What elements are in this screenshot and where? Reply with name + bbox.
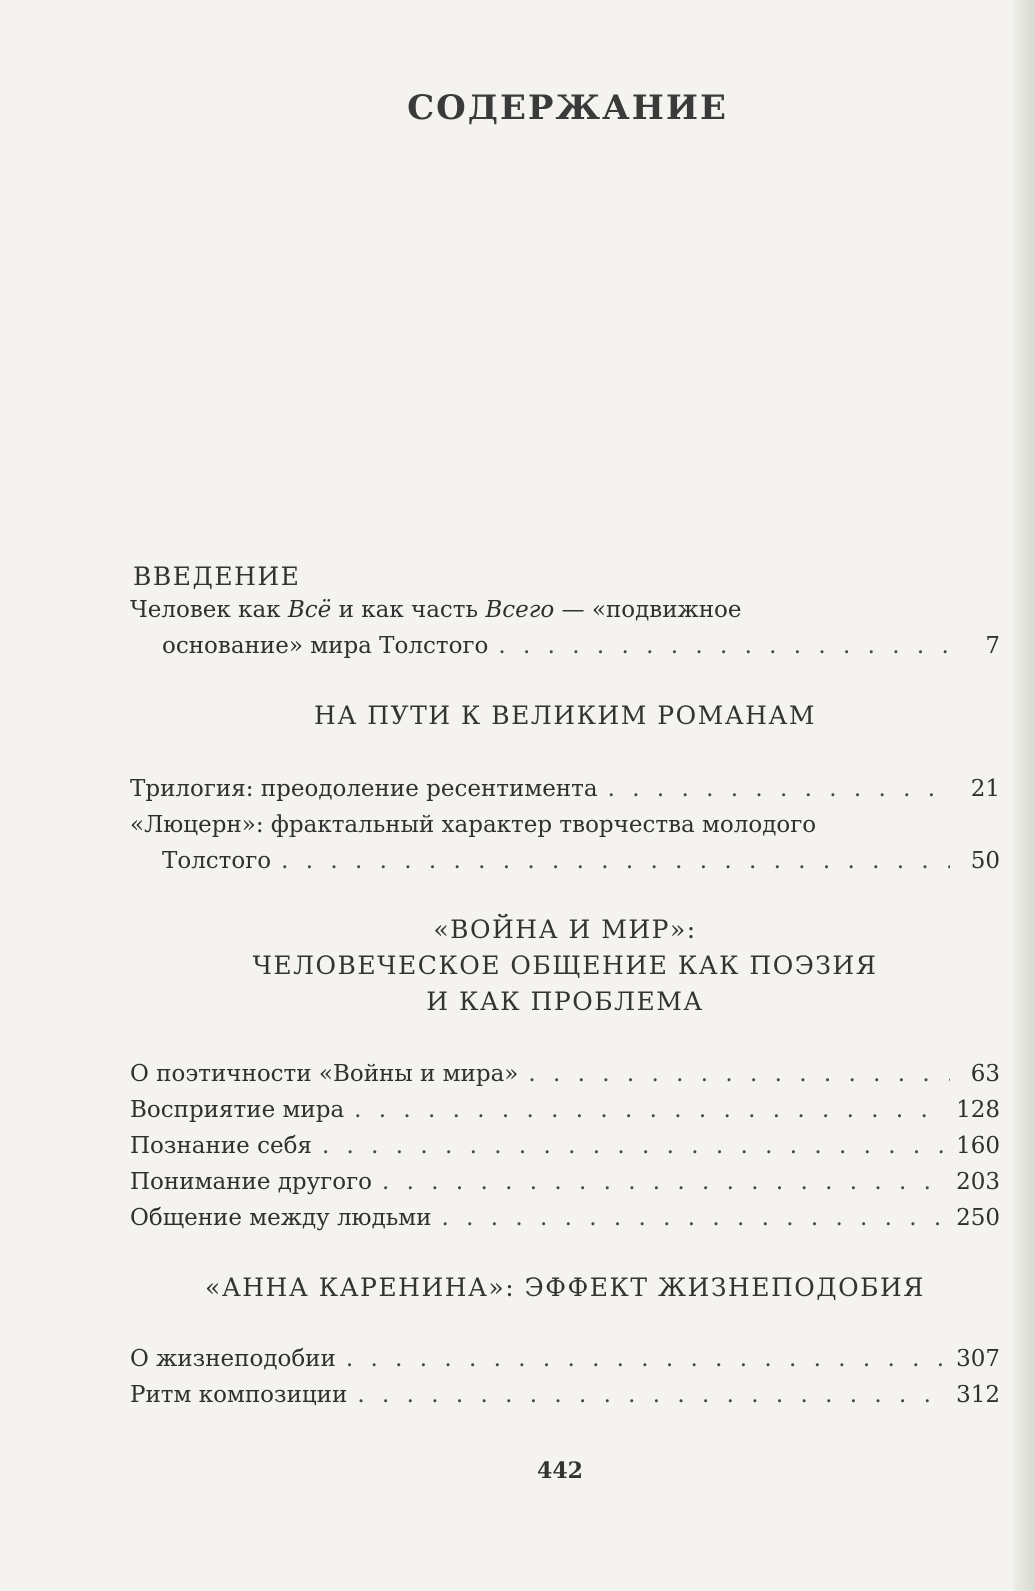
leader-dots	[322, 1128, 946, 1164]
toc-entry-page: 7	[985, 633, 1000, 659]
toc-entry[interactable]	[130, 1164, 1000, 1200]
toc-entry-page: 203	[956, 1169, 1000, 1195]
toc-entry[interactable]	[130, 1200, 1000, 1236]
toc-entry[interactable]	[130, 771, 1000, 807]
toc-entry-title: Толстого	[162, 848, 272, 874]
leader-dots	[357, 1377, 946, 1413]
toc-entry[interactable]	[130, 1377, 1000, 1413]
page-title: СОДЕРЖАНИЕ	[407, 88, 728, 128]
section-heading-line: И КАК ПРОБЛЕМА	[426, 987, 704, 1016]
toc-entry-title: Ритм композиции	[130, 1382, 348, 1408]
toc-entry-line1: Человек как Всё и как часть Всего — «подвижное	[130, 597, 742, 623]
toc-entry-title: Восприятие мира	[130, 1097, 345, 1123]
toc-entry-page: 21	[970, 776, 1000, 802]
section-heading-anna-karenina	[130, 1270, 1000, 1306]
section-heading-line: «АННА КАРЕНИНА»: ЭФФЕКТ ЖИЗНЕПОДОБИЯ	[205, 1273, 925, 1302]
intro-heading: ВВЕДЕНИЕ	[133, 562, 301, 591]
section-heading-line: ЧЕЛОВЕЧЕСКОЕ ОБЩЕНИЕ КАК ПОЭЗИЯ	[252, 951, 878, 980]
toc-entry-title: основание» мира Толстого	[162, 633, 489, 659]
toc-entry-title: Трилогия: преодоление ресентимента	[130, 776, 598, 802]
toc-entry-page: 63	[970, 1061, 1000, 1087]
toc-entry[interactable]	[130, 807, 1000, 879]
leader-dots	[441, 1200, 946, 1236]
toc-entry-intro[interactable]	[130, 592, 1000, 664]
leader-dots	[608, 771, 950, 807]
toc-entry-title: Познание себя	[130, 1133, 312, 1159]
toc-entry-page: 312	[956, 1382, 1000, 1408]
toc-entry[interactable]	[130, 1128, 1000, 1164]
toc-entry-page: 307	[956, 1346, 1000, 1372]
toc-entry[interactable]	[130, 1341, 1000, 1377]
leader-dots	[382, 1164, 946, 1200]
toc-entry-page: 250	[956, 1205, 1000, 1231]
leader-dots	[354, 1092, 946, 1128]
leader-dots	[281, 843, 950, 879]
toc-entry-page: 128	[956, 1097, 1000, 1123]
page-number: 442	[537, 1458, 583, 1484]
toc-entry-line1: «Люцерн»: фрактальный характер творчества молодого	[130, 812, 817, 838]
section-heading-novels-path	[130, 698, 1000, 734]
leader-dots	[346, 1341, 946, 1377]
toc-entry-page: 160	[956, 1133, 1000, 1159]
toc-entry[interactable]	[130, 1056, 1000, 1092]
section-heading-line: «ВОЙНА И МИР»:	[433, 915, 697, 944]
page-edge-shadow	[1013, 0, 1035, 1591]
toc-entry-title: Общение между людьми	[130, 1205, 432, 1231]
leader-dots	[528, 1056, 950, 1092]
section-heading-war-and-peace	[130, 912, 1000, 1020]
toc-entry-page: 50	[970, 848, 1000, 874]
section-heading-line: НА ПУТИ К ВЕЛИКИМ РОМАНАМ	[314, 701, 816, 730]
toc-entry[interactable]	[130, 1092, 1000, 1128]
toc-entry-title: О поэтичности «Войны и мира»	[130, 1061, 519, 1087]
toc-entry-title: Понимание другого	[130, 1169, 372, 1195]
toc-entry-title: О жизнеподобии	[130, 1346, 336, 1372]
leader-dots	[498, 628, 950, 664]
